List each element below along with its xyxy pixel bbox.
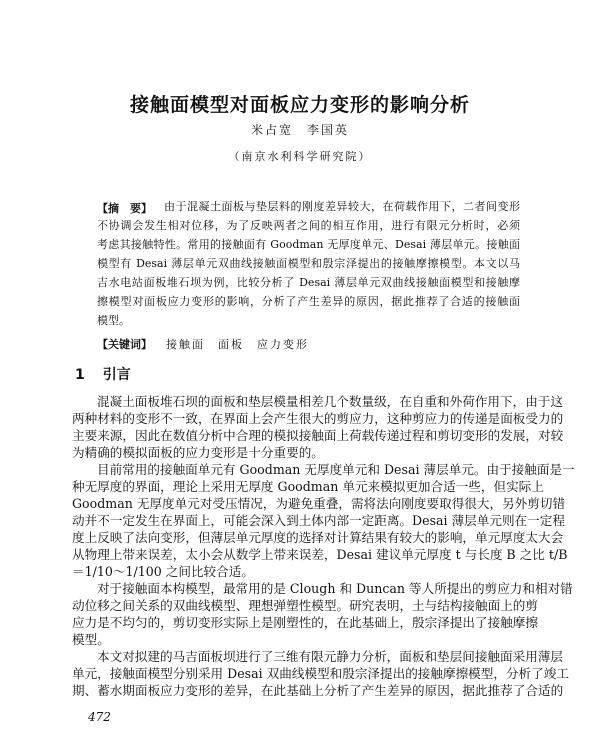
body-line: 主要来源，因此在数值分析中合理的模拟接触面上荷载传递过程和剪切变形的发展，对较: [72, 428, 564, 443]
abstract-line: 不协调会发生相对位移，为了反映两者之间的相互作用，进行有限元分析时，必须: [97, 219, 520, 232]
keywords-text: 接触面 面板 应力变形: [166, 338, 309, 351]
section-title: 引言: [102, 367, 131, 383]
abstract-line: 由于混凝土面板与垫层料的刚度差异较大，在荷载作用下，二者间变形: [164, 200, 520, 213]
body-line: 种无厚度的界面，理论上采用无厚度 Goodman 单元来模拟更加合适一些，但实际上: [72, 479, 544, 494]
body-line: 动位移之间关系的双曲线模型、理想弹塑性模型。研究表明，土与结构接触面上的剪: [72, 598, 538, 613]
body-line: 单元，接触面模型分别采用 Desai 双曲线模型和殷宗泽提出的接触摩擦模型，分析了竣工: [72, 666, 569, 681]
abstract-line: 考虑其接触特性。常用的接触面有 Goodman 无厚度单元、Desai 薄层单元。接触面: [97, 238, 520, 251]
abstract-line: 擦模型对面板应力变形的影响，分析了产生差异的原因，据此推荐了合适的接触面: [97, 295, 520, 308]
authors: 米占宽 李国英: [250, 123, 349, 137]
body-line: Goodman 无厚度单元对受压情况，为避免重叠，需将法向刚度要取得很大，另外剪切错: [72, 496, 566, 511]
abstract-line: 吉水电站面板堆石坝为例，比较分析了 Desai 薄层单元双曲线接触面模型和接触摩: [97, 276, 520, 289]
keywords-label: 【关键词】: [97, 338, 152, 351]
section-heading: [75, 364, 149, 384]
body-line: 目前常用的接触面单元有 Goodman 无厚度单元和 Desai 薄层单元。由于接触面是一: [97, 462, 575, 477]
body-line: 本文对拟建的马吉面板坝进行了三维有限元静力分析，面板和垫层间接触面采用薄层: [97, 649, 563, 664]
abstract-line: 模型有 Desai 薄层单元双曲线接触面模型和殷宗泽提出的接触摩擦模型。本文以马: [97, 257, 520, 270]
body-line: 从物理上带来误差，太小会从数学上带来误差，Desai 建议单元厚度 t 与长度 B 之比 t/B: [72, 547, 568, 562]
body-line: ＝1/10～1/100 之间比较合适。: [72, 564, 254, 579]
body-line: 应力是不均匀的，剪切变形实际上是刚塑性的，在此基础上，殷宗泽提出了接触摩擦: [72, 615, 538, 630]
body-line: 对于接触面本构模型，最常用的是 Clough 和 Duncan 等人所提出的剪应力和相对错: [97, 581, 573, 596]
body-line: 两种材料的变形不一致，在界面上会产生很大的剪应力，这种剪应力的传递是面板受力的: [72, 411, 564, 426]
body-line: 度上反映了法向变形，但薄层单元厚度的选择对计算结果有较大的影响，单元厚度太大会: [72, 530, 564, 545]
page-number: 472: [88, 710, 111, 724]
abstract-line: 模型。: [97, 314, 130, 327]
body-line: 模型。: [72, 632, 110, 647]
affiliation: （南京水利科学研究院）: [228, 150, 372, 163]
abstract-label: 【摘 要】: [97, 202, 152, 215]
paper-title: 接触面模型对面板应力变形的影响分析: [129, 94, 470, 116]
section-number: 1: [75, 367, 85, 383]
body-line: 期、蓄水期面板应力变形的差异，在此基础上分析了产生差异的原因，据此推荐了合适的: [72, 683, 564, 698]
body-line: 为精确的模拟面板的应力变形是十分重要的。: [72, 445, 324, 460]
body-line: 动并不一定发生在界面上，可能会深入到土体内部一定距离。Desai 薄层单元则在一定程: [72, 513, 565, 528]
body-line: 混凝土面板堆石坝的面板和垫层模量相差几个数量级，在自重和外荷作用下，由于这: [97, 394, 563, 409]
